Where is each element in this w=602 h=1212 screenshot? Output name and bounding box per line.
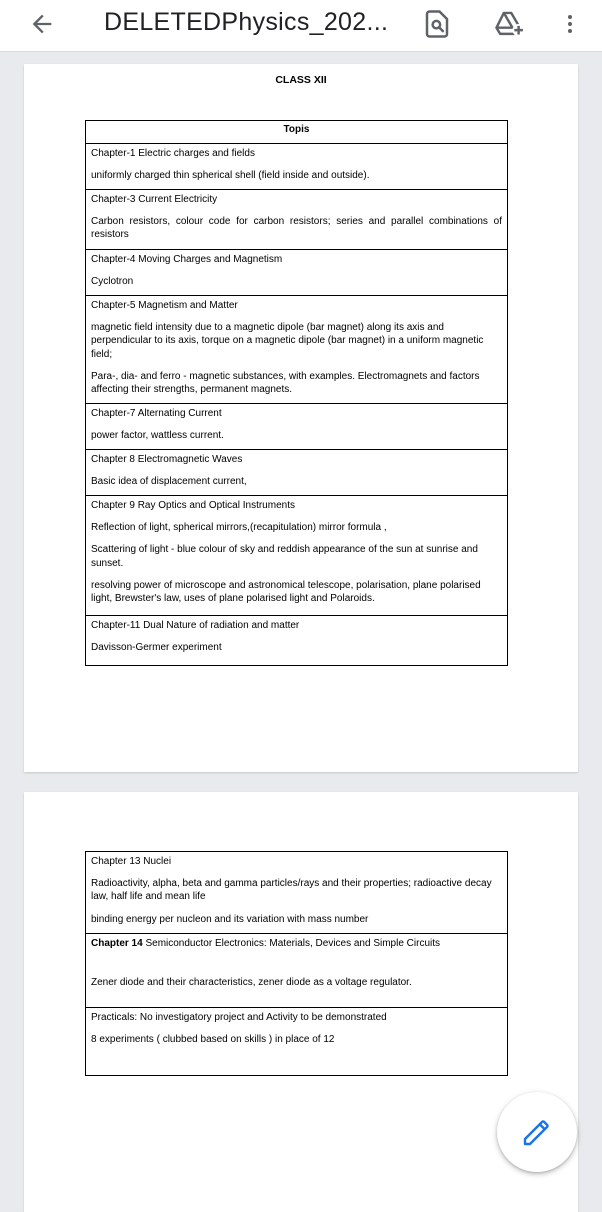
- table-row: [86, 616, 508, 666]
- chapter-title: Chapter-3 Current Electricity: [91, 194, 218, 205]
- topic-text: power factor, wattless current.: [91, 430, 224, 442]
- chapter-title: Chapter 8 Electromagnetic Waves: [91, 454, 243, 465]
- chapter-title: Chapter 9 Ray Optics and Optical Instruments: [91, 500, 295, 511]
- table-header: Topis: [86, 121, 508, 144]
- topic-text: Para-, dia- and ferro - magnetic substances, with examples. Electromagnets and factors affecting their strengths, permanent magnets.: [91, 370, 480, 395]
- chapter-title: Chapter-5 Magnetism and Matter: [91, 300, 238, 311]
- find-in-page-icon: [422, 9, 452, 39]
- class-heading: CLASS XII: [275, 74, 327, 86]
- table-row: [86, 190, 508, 250]
- more-vert-icon: [558, 10, 582, 38]
- topic-text: 8 experiments ( clubbed based on skills ) in place of 12: [91, 1034, 335, 1046]
- table-row: [86, 852, 508, 934]
- table-row: [86, 934, 508, 1008]
- chapter-title: Chapter-11 Dual Nature of radiation and matter: [91, 620, 300, 631]
- back-button[interactable]: [24, 6, 60, 42]
- edit-pencil-icon: [521, 1116, 553, 1148]
- topic-text: Scattering of light - blue colour of sky and reddish appearance of the sun at sunrise and sunset.: [91, 544, 478, 569]
- chapter-subtitle: Semiconductor Electronics: Materials, Devices and Simple Circuits: [142, 938, 441, 949]
- topic-text: resolving power of microscope and astronomical telescope, polarisation, plane polarised light, Brewster's law, uses of plane polarised light and Polaroids.: [91, 579, 481, 604]
- topic-text: binding energy per nucleon and its variation with mass number: [91, 913, 369, 925]
- table-row: [86, 1008, 508, 1076]
- topic-text: Zener diode and their characteristics, zener diode as a voltage regulator.: [91, 977, 412, 989]
- table-row: [86, 450, 508, 496]
- chapter-title: Chapter-7 Alternating Current: [91, 408, 222, 419]
- chapter-number: Chapter 14: [91, 938, 143, 949]
- topic-text: Cyclotron: [91, 276, 134, 288]
- table-row: [86, 250, 508, 296]
- chapter-title: [91, 937, 502, 950]
- chapter-title: Chapter-1 Electric charges and fields: [91, 148, 255, 159]
- more-options-button[interactable]: [552, 6, 588, 42]
- document-title: DELETEDPhysics_202...: [104, 8, 389, 36]
- topic-text: magnetic field intensity due to a magnetic dipole (bar magnet) along its axis and perpendicular to its axis, torque on a magnetic dipole (bar magnet) in a uniform magnetic field;: [91, 322, 484, 360]
- arrow-back-icon: [28, 10, 56, 38]
- topics-table: [85, 120, 508, 666]
- table-row: [86, 144, 508, 190]
- table-row: [86, 296, 508, 404]
- topic-text: uniformly charged thin spherical shell (field inside and outside).: [91, 170, 370, 182]
- topic-text: Radioactivity, alpha, beta and gamma particles/rays and their properties; radioactive decay law, half life and mean life: [91, 878, 492, 903]
- table-row: [86, 404, 508, 450]
- add-to-drive-button[interactable]: [492, 6, 528, 42]
- topics-table: [85, 851, 508, 1076]
- document-page-1: [24, 64, 578, 772]
- topic-text: Basic idea of displacement current,: [91, 476, 247, 488]
- app-bar: [0, 0, 602, 52]
- topic-text: Davisson-Germer experiment: [91, 642, 222, 654]
- chapter-title: Practicals: No investigatory project and Activity to be demonstrated: [91, 1012, 387, 1023]
- edit-button[interactable]: [497, 1092, 577, 1172]
- find-in-page-button[interactable]: [419, 6, 455, 42]
- table-row: [86, 496, 508, 616]
- chapter-title: Chapter 13 Nuclei: [91, 856, 172, 867]
- topic-text: Reflection of light, spherical mirrors,(recapitulation) mirror formula ,: [91, 522, 387, 534]
- add-to-drive-icon: [494, 9, 526, 39]
- topic-text: Carbon resistors, colour code for carbon resistors; series and parallel combinations of resistors: [91, 216, 502, 241]
- document-page-2: [24, 792, 578, 1212]
- chapter-title: Chapter-4 Moving Charges and Magnetism: [91, 254, 283, 265]
